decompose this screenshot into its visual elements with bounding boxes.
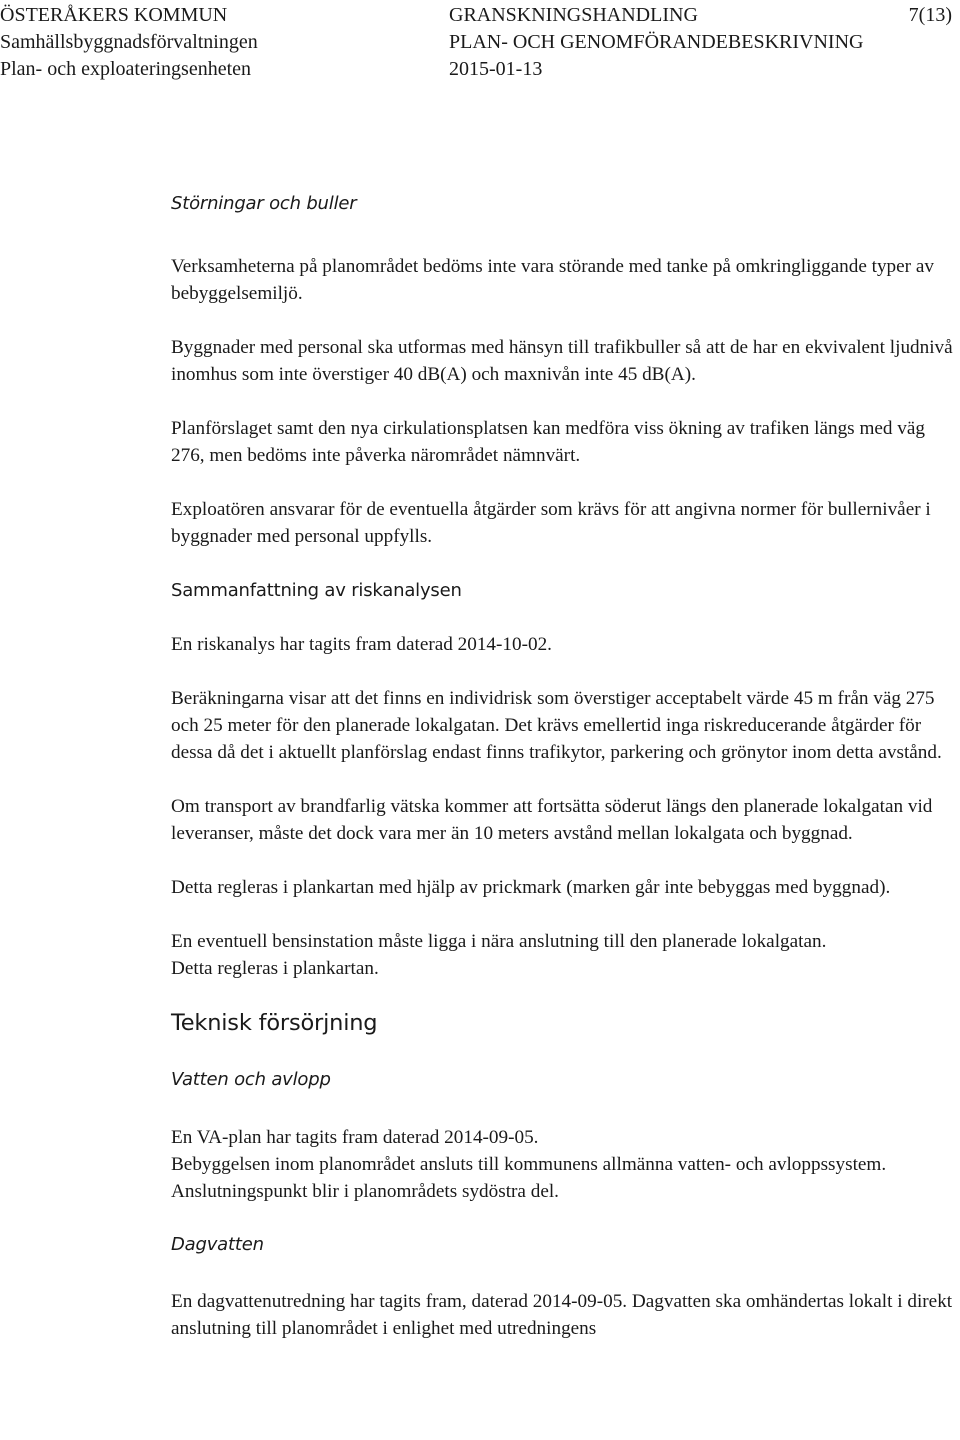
- document-type: PLAN- OCH GENOMFÖRANDEBESKRIVNING: [449, 31, 864, 53]
- document-body: [171, 190, 956, 1342]
- department-name: Samhällsbyggnadsförvaltningen: [0, 31, 258, 53]
- municipality-name: ÖSTERÅKERS KOMMUN: [0, 4, 228, 26]
- header-row-1: [0, 2, 960, 29]
- heading-storningar-och-buller: Störningar och buller: [171, 193, 357, 214]
- heading-teknisk-forsorjning: Teknisk försörjning: [171, 1010, 378, 1036]
- paragraph-va-line-2: Bebyggelsen inom planområdet ansluts till kommunens allmänna vatten- och avloppssystem. Anslutningspunkt blir i planområdets sydöstra del.: [171, 1154, 887, 1202]
- paragraph-risk-4: Detta regleras i plankartan med hjälp av prickmark (marken går inte bebyggas med byggnad).: [171, 877, 891, 898]
- paragraph-va-line-1: En VA-plan har tagits fram daterad 2014-09-05.: [171, 1127, 539, 1148]
- paragraph-storningar-4: Exploatören ansvarar för de eventuella åtgärder som krävs för att angivna normer för bullernivåer i byggnader med personal uppfylls.: [171, 499, 931, 547]
- header-row-2: [0, 29, 960, 56]
- header-row-3: [0, 56, 960, 83]
- heading-dagvatten: Dagvatten: [171, 1234, 264, 1255]
- heading-vatten-och-avlopp: Vatten och avlopp: [171, 1069, 331, 1090]
- paragraph-risk-5-line-1: En eventuell bensinstation måste ligga i nära anslutning till den planerade lokalgatan.: [171, 931, 827, 952]
- paragraph-risk-1: En riskanalys har tagits fram daterad 2014-10-02.: [171, 634, 552, 655]
- unit-name: Plan- och exploateringsenheten: [0, 58, 252, 80]
- document-status: GRANSKNINGSHANDLING: [449, 4, 698, 26]
- paragraph-dagvatten-1: En dagvattenutredning har tagits fram, daterad 2014-09-05. Dagvatten ska omhändertas lokalt i direkt anslutning till planområdet i enlighet med utredningens: [171, 1291, 953, 1339]
- paragraph-storningar-2: Byggnader med personal ska utformas med hänsyn till trafikbuller så att de har en ekvivalent ljudnivå inomhus som inte överstiger 40 dB(A) och maxnivån inte 45 dB(A).: [171, 337, 953, 385]
- paragraph-risk-5-line-2: Detta regleras i plankartan.: [171, 958, 379, 979]
- paragraph-storningar-1: Verksamheterna på planområdet bedöms inte vara störande med tanke på omkringliggande typer av bebyggelsemiljö.: [171, 256, 934, 304]
- paragraph-risk-3: Om transport av brandfarlig vätska kommer att fortsätta söderut längs den planerade lokalgatan vid leveranser, måste det dock vara mer än 10 meters avstånd mellan lokalgata och byggnad.: [171, 796, 933, 844]
- page-header: [0, 2, 960, 83]
- document-date: 2015-01-13: [449, 58, 543, 80]
- page-number: 7(13): [908, 4, 952, 26]
- paragraph-storningar-3: Planförslaget samt den nya cirkulationsplatsen kan medföra viss ökning av trafiken längs med väg 276, men bedöms inte påverka närområdet nämnvärt.: [171, 418, 925, 466]
- paragraph-va: [171, 1124, 956, 1205]
- paragraph-risk-2: Beräkningarna visar att det finns en individrisk som överstiger acceptabelt värde 45 m från väg 275 och 25 meter för den planerade lokalgatan. Det krävs emellertid inga riskreducerande åtgärder för dessa då det i aktuellt planförslag endast finns trafikytor, parkering och grönytor inom detta avstånd.: [171, 688, 942, 763]
- paragraph-risk-5: [171, 928, 956, 982]
- heading-sammanfattning-riskanalysen: Sammanfattning av riskanalysen: [171, 580, 462, 601]
